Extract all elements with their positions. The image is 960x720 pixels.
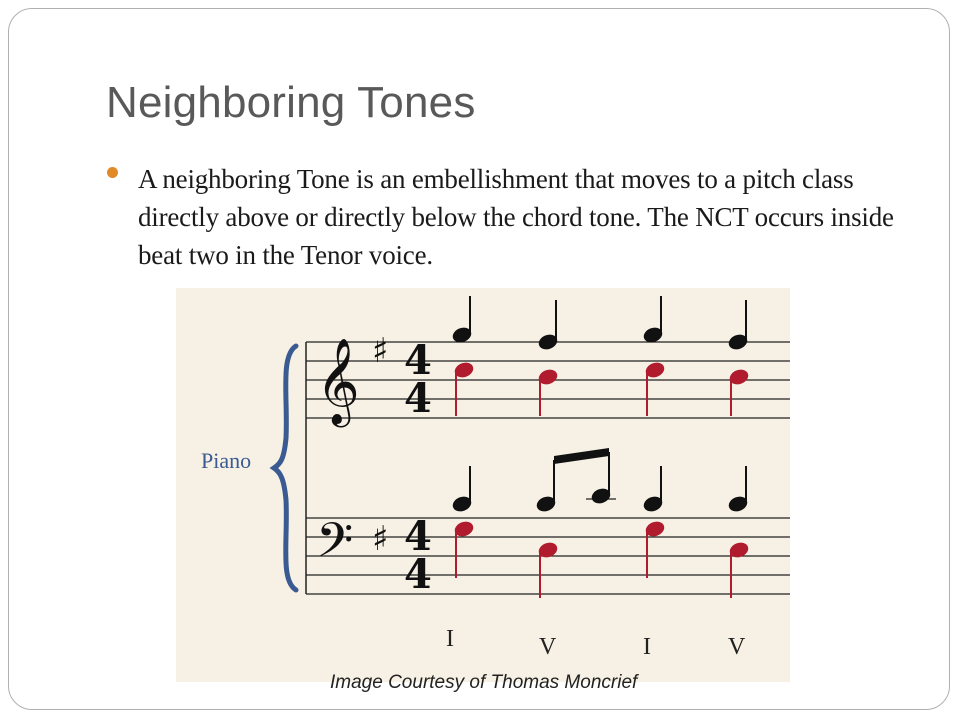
tenor-voice [451,448,748,513]
bullet-text: A neighboring Tone is an embellishment that moves to a pitch class directly above or directly below the chord tone. The NCT occurs inside beat two in the Tenor voice. [138,164,894,270]
bass-time-numerator: 4 [404,513,432,560]
treble-time-denominator: 4 [404,375,432,422]
image-caption: Image Courtesy of Thomas Moncrief [330,672,638,693]
alto-voice [453,361,749,416]
chord-label: I [643,634,651,660]
soprano-voice [451,296,748,351]
bass-voice [453,520,749,598]
instrument-label: Piano [201,448,252,473]
music-score-figure [176,288,790,682]
chord-label: V [539,634,557,660]
treble-time-numerator: 4 [404,337,432,384]
music-score [176,288,790,682]
slide-title: Neighboring Tones [106,78,476,127]
bass-key-signature: ♯ [372,519,389,559]
chord-label: V [728,634,746,660]
bass-time-denominator: 4 [404,551,432,598]
grand-staff-brace [274,346,296,590]
treble-clef-icon: 𝄞 [316,338,360,424]
bullet-marker [107,167,118,178]
treble-key-signature: ♯ [372,331,389,371]
eighth-beam [554,448,609,464]
bass-clef-icon: 𝄢 [316,512,354,580]
chord-label: I [446,626,454,652]
